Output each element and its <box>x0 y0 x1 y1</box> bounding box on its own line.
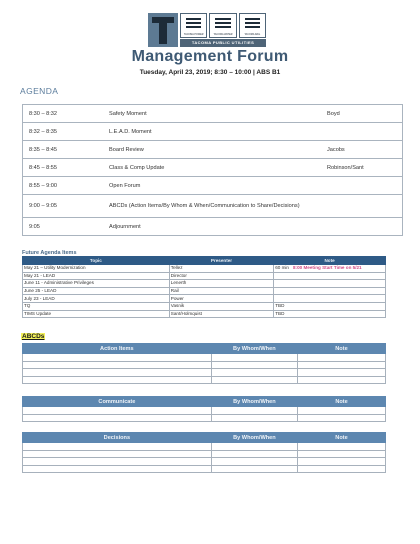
table-cell[interactable] <box>211 369 297 377</box>
agenda-presenter <box>327 218 403 236</box>
table-cell[interactable] <box>211 376 297 384</box>
future-note-text: 8:00 Meeting Start Time on 5/21 <box>293 265 362 271</box>
action-items-table <box>22 343 386 384</box>
column-header: By Whom/When <box>211 344 297 354</box>
agenda-row <box>23 159 403 177</box>
agenda-topic: Adjournment <box>109 218 327 236</box>
agenda-topic: Safety Moment <box>109 105 327 123</box>
agenda-row <box>23 195 403 218</box>
agenda-time: 8:32 – 8:35 <box>23 123 110 141</box>
table-cell[interactable] <box>211 458 297 466</box>
table-row <box>23 465 386 473</box>
column-header: Topic <box>23 257 170 265</box>
table-row <box>23 450 386 458</box>
future-duration: TBD <box>275 303 285 309</box>
agenda-topic: Class & Comp Update <box>109 159 327 177</box>
table-row <box>23 272 386 280</box>
table-header <box>23 397 386 407</box>
agenda-row <box>23 141 403 159</box>
table-cell[interactable] <box>297 376 385 384</box>
table-cell[interactable] <box>23 458 212 466</box>
future-presenter: Vasnik <box>169 302 273 310</box>
future-note <box>274 302 386 310</box>
future-topic: TQ <box>23 302 170 310</box>
table-row <box>23 310 386 318</box>
future-presenter: Rail <box>169 287 273 295</box>
agenda-time: 8:30 – 8:32 <box>23 105 110 123</box>
future-note <box>274 310 386 318</box>
table-cell[interactable] <box>298 414 386 422</box>
table-cell[interactable] <box>211 450 297 458</box>
decisions-table <box>22 432 386 473</box>
table-row <box>23 295 386 303</box>
future-agenda-heading: Future Agenda Items <box>22 250 77 256</box>
agenda-table <box>22 104 403 236</box>
future-topic: May 21 - LEAD <box>23 272 170 280</box>
communicate-table <box>22 396 386 422</box>
table-header <box>23 344 386 354</box>
future-topic: TIMS Update <box>23 310 170 318</box>
agenda-topic: Open Forum <box>109 177 327 195</box>
table-row <box>23 369 386 377</box>
column-header: Decisions <box>23 433 212 443</box>
table-cell[interactable] <box>297 361 385 369</box>
table-cell[interactable] <box>23 361 212 369</box>
agenda-presenter: Robinson/Sant <box>327 159 403 177</box>
column-header: By Whom/When <box>211 433 297 443</box>
agenda-topic: ABCDs (Action Items/By Whom & When/Communication to Share/Decisions) <box>109 195 327 218</box>
agenda-time: 8:35 – 8:45 <box>23 141 110 159</box>
future-topic: June 25 - LEAD <box>23 287 170 295</box>
table-row <box>23 280 386 288</box>
table-cell[interactable] <box>298 450 386 458</box>
agenda-presenter <box>327 177 403 195</box>
future-duration: 60 min <box>275 265 289 271</box>
table-row <box>23 354 386 362</box>
agenda-topic: Board Review <box>109 141 327 159</box>
table-row <box>23 302 386 310</box>
agenda-time: 8:55 – 9:00 <box>23 177 110 195</box>
abcds-heading: ABCDs <box>22 333 45 340</box>
table-cell[interactable] <box>211 407 297 415</box>
agenda-row <box>23 105 403 123</box>
table-cell[interactable] <box>211 354 297 362</box>
agenda-presenter: Boyd <box>327 105 403 123</box>
table-cell[interactable] <box>211 465 297 473</box>
table-row <box>23 287 386 295</box>
page-title: Management Forum <box>131 48 289 65</box>
table-cell[interactable] <box>23 465 212 473</box>
agenda-presenter: Jacobs <box>327 141 403 159</box>
table-row <box>23 443 386 451</box>
agenda-row <box>23 177 403 195</box>
table-cell[interactable] <box>211 443 297 451</box>
table-cell[interactable] <box>23 376 212 384</box>
column-header: Note <box>298 397 386 407</box>
column-header: Presenter <box>169 257 273 265</box>
future-note <box>274 280 386 288</box>
table-row <box>23 265 386 273</box>
table-cell[interactable] <box>298 407 386 415</box>
future-note <box>274 272 386 280</box>
column-header: Note <box>274 257 386 265</box>
future-note <box>274 287 386 295</box>
table-cell[interactable] <box>23 369 212 377</box>
column-header: Action Items <box>23 344 212 354</box>
future-topic: July 23 - LEAD <box>23 295 170 303</box>
table-cell[interactable] <box>23 407 212 415</box>
agenda-time: 8:45 – 8:55 <box>23 159 110 177</box>
meeting-details: Tuesday, April 23, 2019; 8:30 – 10:00 | ABS B1 <box>139 69 281 76</box>
table-header <box>23 257 386 265</box>
power-icon: TACOMA POWER <box>180 13 207 38</box>
org-name: TACOMA PUBLIC UTILITIES <box>180 39 266 47</box>
future-presenter: Sant/Holmquist <box>169 310 273 318</box>
table-header <box>23 433 386 443</box>
future-agenda-table <box>22 256 386 318</box>
table-cell[interactable] <box>297 354 385 362</box>
future-note <box>274 265 386 273</box>
future-topic: May 21 – Utility Modernization <box>23 265 170 273</box>
future-presenter: Tellez <box>169 265 273 273</box>
future-duration: TBD <box>275 310 285 316</box>
table-cell[interactable] <box>23 443 212 451</box>
table-row <box>23 376 386 384</box>
table-row <box>23 458 386 466</box>
table-row <box>23 407 386 415</box>
agenda-row <box>23 218 403 236</box>
rail-icon: TACOMA RAIL <box>239 13 266 38</box>
agenda-presenter <box>327 123 403 141</box>
column-header: Note <box>298 433 386 443</box>
agenda-time: 9:05 <box>23 218 110 236</box>
future-topic: June 11 - Administrative Privileges <box>23 280 170 288</box>
table-cell[interactable] <box>297 369 385 377</box>
future-presenter: Lenerth <box>169 280 273 288</box>
table-row <box>23 361 386 369</box>
table-cell[interactable] <box>211 414 297 422</box>
table-cell[interactable] <box>23 414 212 422</box>
agenda-heading: AGENDA <box>20 86 59 96</box>
table-cell[interactable] <box>211 361 297 369</box>
table-cell[interactable] <box>298 443 386 451</box>
table-cell[interactable] <box>23 450 212 458</box>
future-note <box>274 295 386 303</box>
agenda-time: 9:00 – 9:05 <box>23 195 110 218</box>
future-presenter: Power <box>169 295 273 303</box>
agenda-presenter <box>327 195 403 218</box>
table-cell[interactable] <box>23 354 212 362</box>
tpu-logo <box>148 13 266 47</box>
future-presenter: Director <box>169 272 273 280</box>
column-header: Note <box>297 344 385 354</box>
table-cell[interactable] <box>298 458 386 466</box>
agenda-topic: L.E.A.D. Moment <box>109 123 327 141</box>
table-row <box>23 414 386 422</box>
water-icon: TACOMA WATER <box>209 13 236 38</box>
column-header: By Whom/When <box>211 397 297 407</box>
agenda-row <box>23 123 403 141</box>
column-header: Communicate <box>23 397 212 407</box>
table-cell[interactable] <box>298 465 386 473</box>
t-logo-icon <box>148 13 178 47</box>
